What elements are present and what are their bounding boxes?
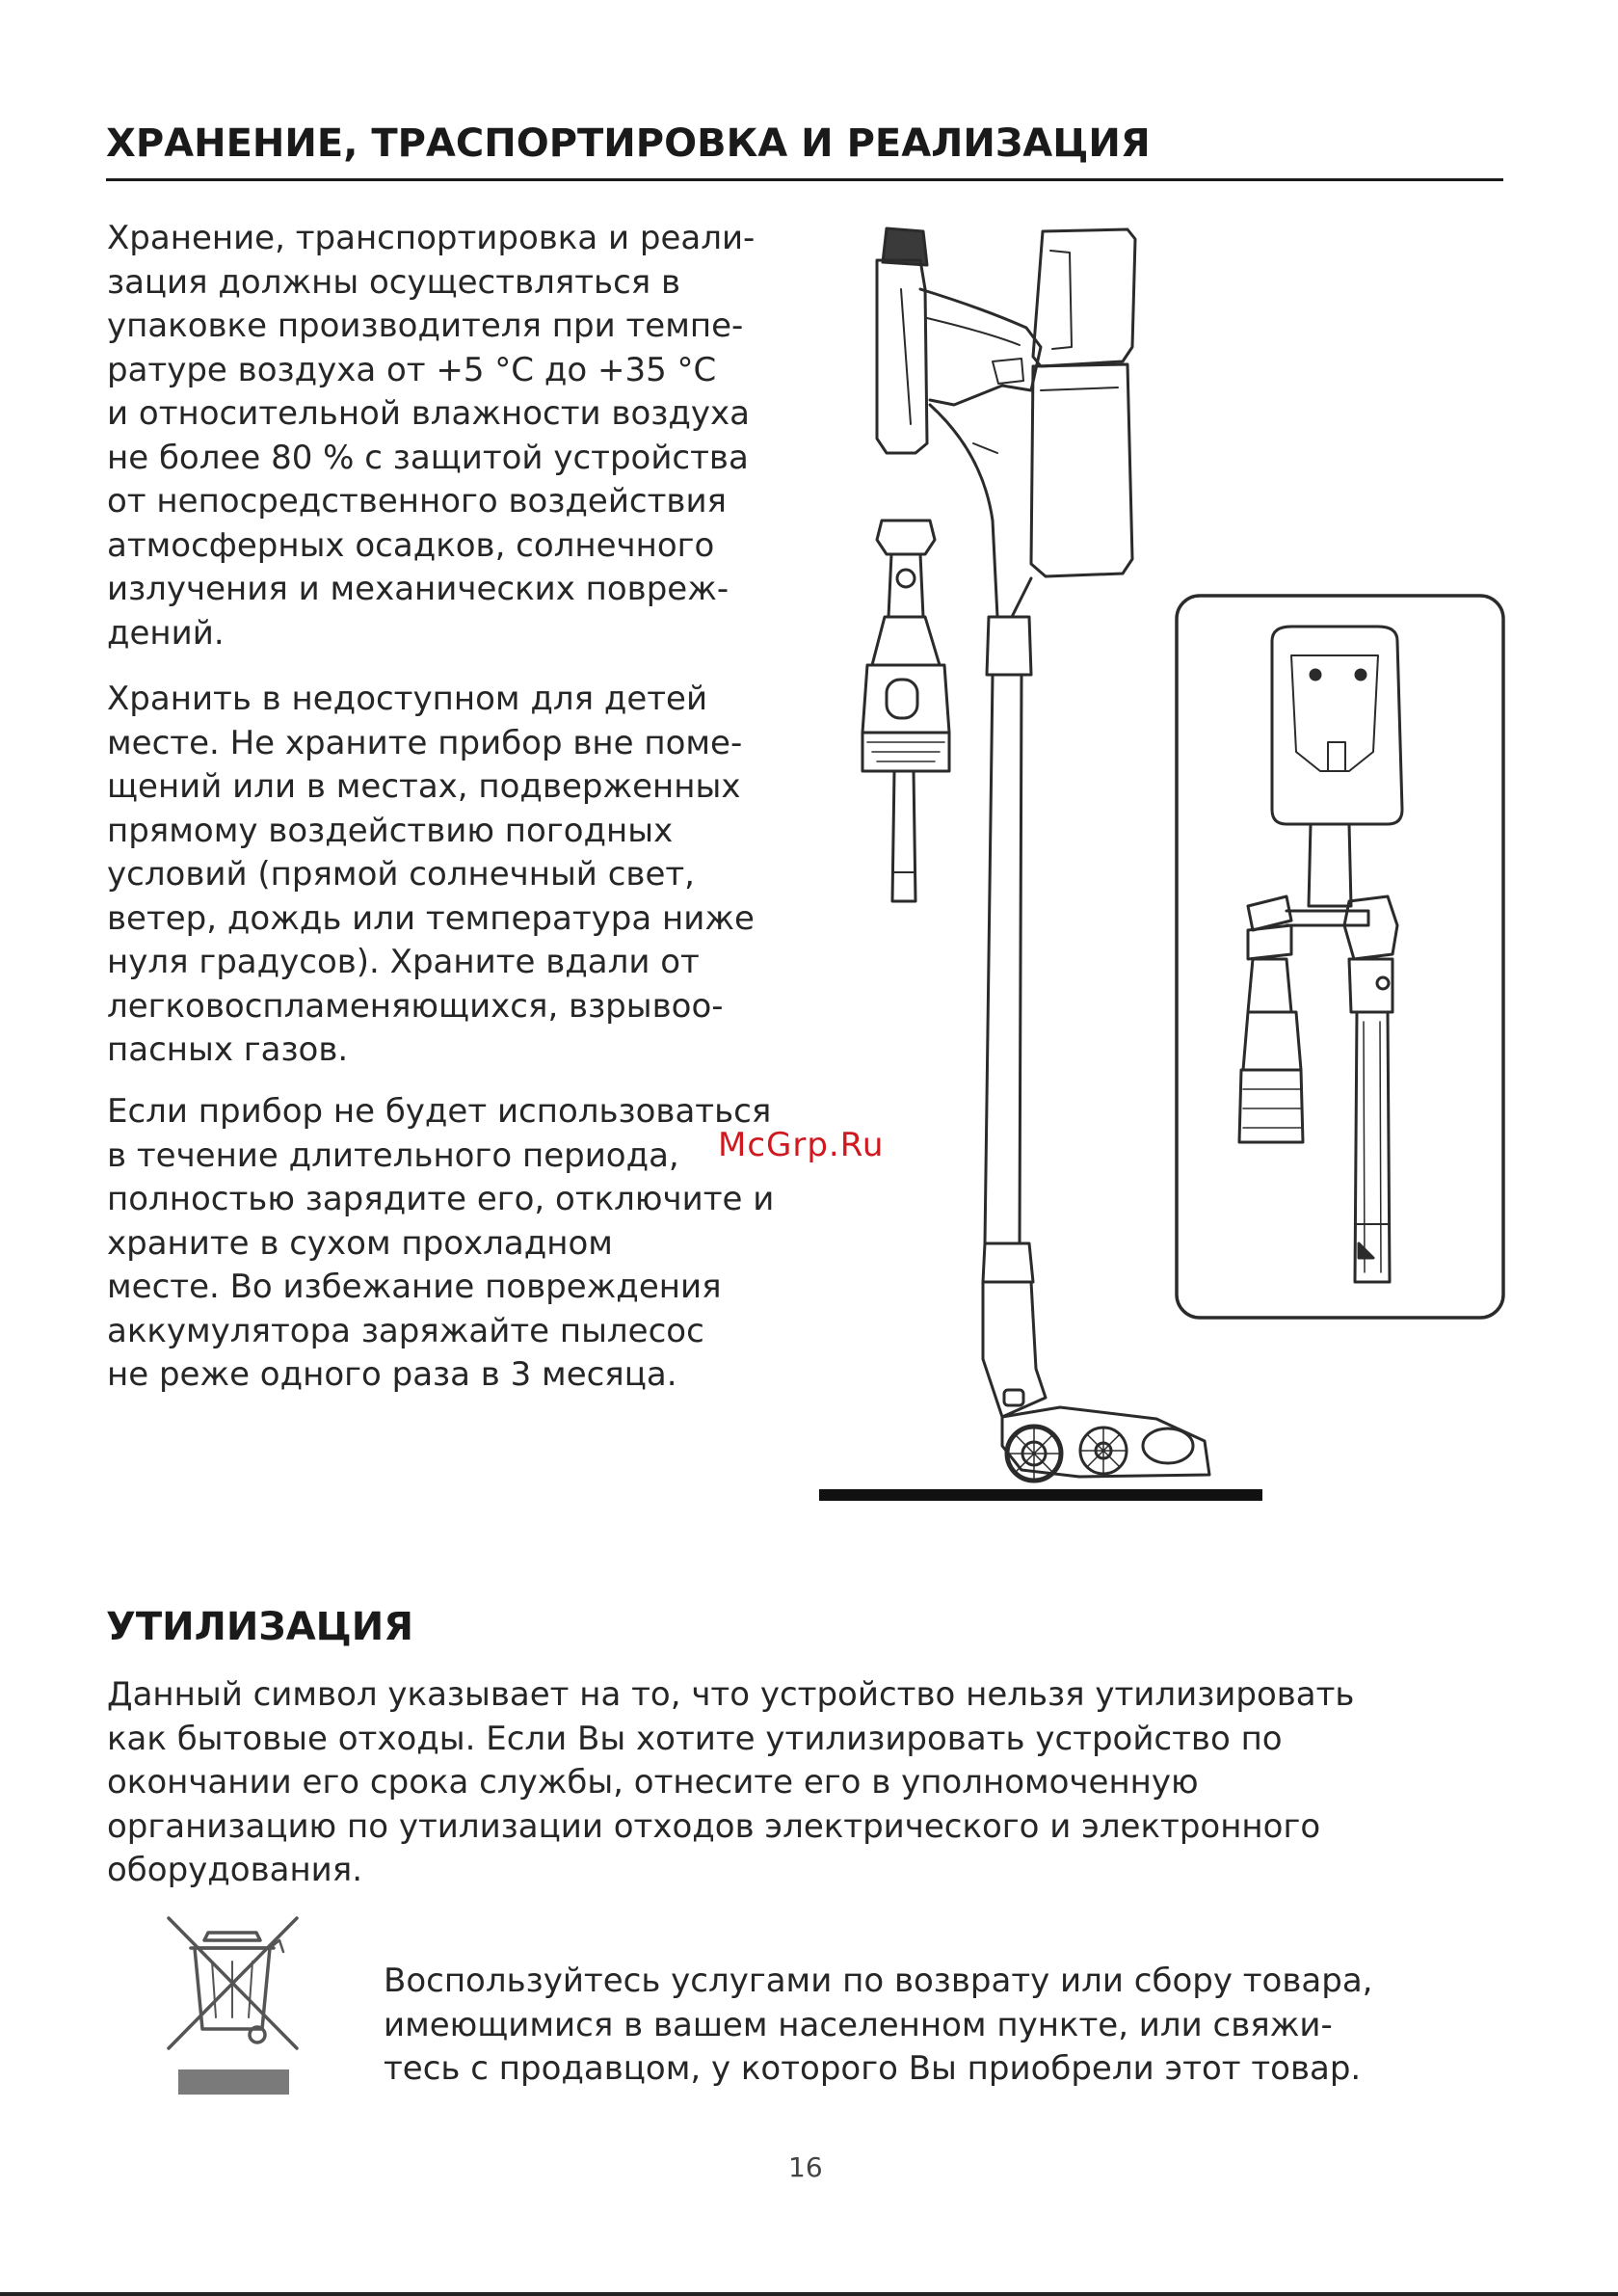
text-line: не более 80 % с защитой устройства xyxy=(107,438,749,477)
section-title-disposal: УТИЛИЗАЦИЯ xyxy=(106,1605,414,1649)
text-line: храните в сухом прохладном xyxy=(107,1223,613,1263)
text-line: ветер, дождь или температура ниже xyxy=(107,898,755,938)
text-line: имеющимися в вашем населенном пункте, или свяжи- xyxy=(384,2005,1333,2044)
page-number: 16 xyxy=(788,2151,823,2183)
page-bottom-edge xyxy=(0,2292,1618,2296)
disposal-paragraph-2 xyxy=(384,1960,1372,2092)
text-line: Воспользуйтесь услугами по возврату или сбору товара, xyxy=(384,1962,1373,2000)
text-line: в течение длительного периода, xyxy=(107,1135,679,1175)
text-line: щений или в местах, подверженных xyxy=(107,767,741,806)
text-line: Если прибор не будет использоваться xyxy=(107,1092,772,1131)
text-line: полностью зарядите его, отключите и xyxy=(107,1180,775,1218)
text-line: пасных газов. xyxy=(107,1030,349,1069)
storage-paragraph-2 xyxy=(107,678,755,1073)
text-line: ратуре воздуха от +5 °С до +35 °С xyxy=(107,350,717,389)
text-line: прямому воздействию погодных xyxy=(107,811,674,850)
text-line: как бытовые отходы. Если Вы хотите утилизировать устройство по xyxy=(107,1719,1283,1758)
text-line: и относительной влажности воздуха xyxy=(107,394,750,433)
text-line: оборудования. xyxy=(107,1851,363,1889)
watermark: McGrp.Ru xyxy=(718,1126,885,1164)
text-line: упаковке производителя при темпе- xyxy=(107,307,744,345)
text-line: Хранение, транспортировка и реали- xyxy=(107,219,756,257)
text-line: условий (прямой солнечный свет, xyxy=(107,855,695,894)
text-line: от непосредственного воздействия xyxy=(107,482,728,521)
text-line: аккумулятора заряжайте пылесос xyxy=(107,1311,704,1350)
disposal-paragraph-1 xyxy=(107,1673,1354,1893)
text-line: нуля градусов). Храните вдали от xyxy=(107,943,700,981)
text-line: месте. Не храните прибор вне поме- xyxy=(107,723,743,762)
text-line: месте. Во избежание повреждения xyxy=(107,1268,722,1306)
text-line: легковоспламеняющихся, взрывоо- xyxy=(107,986,724,1026)
text-line: Хранить в недоступном для детей xyxy=(107,680,708,718)
wall-mount-illustration xyxy=(1174,593,1506,1321)
text-line: тесь с продавцом, у которого Вы приобрели этот товар. xyxy=(384,2049,1362,2088)
storage-paragraph-3 xyxy=(107,1090,774,1398)
text-line: Данный символ указывает на то, что устройство нельзя утилизировать xyxy=(107,1675,1355,1714)
title-underline xyxy=(106,178,1503,181)
weee-bin-icon xyxy=(164,1913,304,2111)
storage-paragraph-1 xyxy=(107,217,755,655)
text-line: не реже одного раза в 3 месяца. xyxy=(107,1355,677,1394)
section-title-storage: ХРАНЕНИЕ, ТРАСПОРТИРОВКА И РЕАЛИЗАЦИЯ xyxy=(106,121,1151,166)
text-line: излучения и механических повреж- xyxy=(107,570,729,608)
text-line: атмосферных осадков, солнечного xyxy=(107,525,715,565)
text-line: организацию по утилизации отходов электрического и электронного xyxy=(107,1806,1321,1846)
text-line: окончании его срока службы, отнесите его в уполномоченную xyxy=(107,1763,1199,1802)
weee-bar xyxy=(178,2069,289,2095)
text-line: дений. xyxy=(107,613,225,653)
text-line: зация должны осуществляться в xyxy=(107,262,681,302)
